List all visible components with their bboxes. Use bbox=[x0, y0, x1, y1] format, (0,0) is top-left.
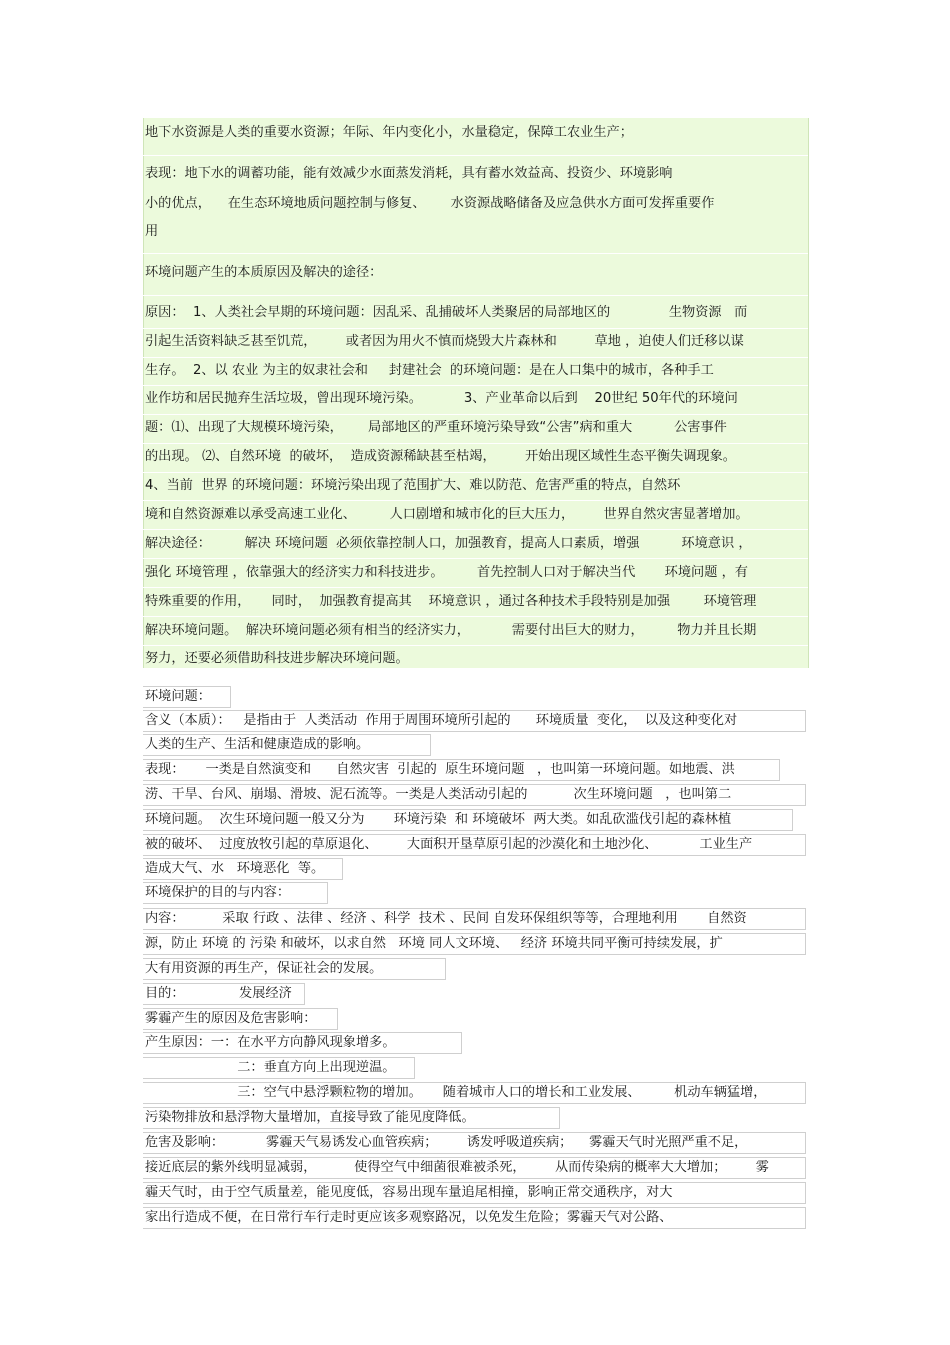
section-heading: 环境保护的目的与内容： bbox=[143, 882, 328, 904]
text-line: 引起生活资料缺乏甚至饥荒， 或者因为用火不慎而烧毁大片森林和 草地 ，迫使人们迁移以谋 bbox=[145, 334, 744, 349]
line-separator bbox=[143, 357, 808, 358]
text-line: 小的优点， 在生态环境地质问题控制与修复、 水资源战略储备及应急供水方面可发挥重要作 bbox=[145, 196, 715, 211]
text-line: 产生原因：一：在水平方向静风现象增多。 bbox=[143, 1032, 462, 1054]
text-line: 含义（本质）： 是指由于 人类活动 作用于周围环境所引起的 环境质量 变化， 以及这种变化对 bbox=[143, 710, 806, 732]
line-separator bbox=[143, 155, 808, 156]
text-line: 目的： 发展经济 bbox=[143, 983, 305, 1005]
text-line: 境和自然资源难以承受高速工业化、 人口剧增和城市化的巨大压力， 世界自然灾害显著增加。 bbox=[145, 507, 749, 522]
line-separator bbox=[143, 472, 808, 473]
line-separator bbox=[143, 253, 808, 254]
text-line: 4、当前 世界 的环境问题：环境污染出现了范围扩大、难以防范、危害严重的特点，自然环 bbox=[145, 478, 681, 493]
text-line: 解决途径： 解决 环境问题 必须依靠控制人口，加强教育，提高人口素质，增强 环境意识 ， bbox=[145, 536, 752, 551]
text-line: 用 bbox=[145, 224, 159, 239]
text-line: 表现： 一类是自然演变和 自然灾害 引起的 原生环境问题 ，也叫第一环境问题。如地震、洪 bbox=[143, 759, 780, 781]
text-line: 造成大气、水 环境恶化 等。 bbox=[143, 858, 343, 880]
text-line: 努力，还要必须借助科技进步解决环境问题。 bbox=[145, 651, 409, 666]
text-line: 生存。 2、以 农业 为主的奴隶社会和 封建社会 的环境问题：是在人口集中的城市，各种手工 bbox=[145, 363, 714, 378]
text-line: 被的破坏、 过度放牧引起的草原退化、 大面积开垦草原引起的沙漠化和土地沙化、 工业生产 bbox=[143, 834, 806, 856]
line-separator bbox=[143, 328, 808, 329]
text-line: 霾天气时，由于空气质量差，能见度低，容易出现车量追尾相撞，影响正常交通秩序，对大 bbox=[143, 1182, 806, 1204]
text-line: 业作坊和居民抛弃生活垃圾，曾出现环境污染。 3、产业革命以后到 20世纪 50年代的环境问 bbox=[145, 391, 738, 406]
text-line: 强化 环境管理 ，依靠强大的经济实力和科技进步。 首先控制人口对于解决当代 环境问题 ，有 bbox=[145, 565, 748, 580]
text-line: 表现：地下水的调蓄功能，能有效减少水面蒸发消耗，具有蓄水效益高、投资少、环境影响 bbox=[145, 166, 673, 181]
line-separator bbox=[143, 385, 808, 386]
text-line: 环境问题。 次生环境问题一般又分为 环境污染 和 环境破坏 两大类。如乱砍滥伐引起的森林植 bbox=[143, 809, 793, 831]
section-heading: 环境问题： bbox=[143, 686, 231, 708]
text-line: 地下水资源是人类的重要水资源；年际、年内变化小，水量稳定，保障工农业生产； bbox=[145, 125, 633, 140]
line-separator bbox=[143, 645, 808, 646]
text-line: 家出行造成不便，在日常行车行走时更应该多观察路况，以免发生危险；雾霾天气对公路、 bbox=[143, 1207, 806, 1229]
text-line: 源，防止 环境 的 污染 和破坏，以求自然 环境 同人文环境、 经济 环境共同平衡可持续发展，扩 bbox=[143, 933, 806, 955]
section-heading: 雾霾产生的原因及危害影响： bbox=[143, 1008, 338, 1030]
text-line: 污染物排放和悬浮物大量增加，直接导致了能见度降低。 bbox=[143, 1107, 560, 1129]
text-line: 解决环境问题。 解决环境问题必须有相当的经济实力， 需要付出巨大的财力， 物力并且长期 bbox=[145, 623, 757, 638]
text-line: 题：⑴、出现了大规模环境污染， 局部地区的严重环境污染导致“公害”病和重大 公害事件 bbox=[145, 420, 727, 435]
text-line: 危害及影响： 雾霾天气易诱发心血管疾病； 诱发呼吸道疾病； 雾霾天气时光照严重不足， bbox=[143, 1132, 806, 1154]
text-line: 的出现。 ⑵、自然环境 的破坏， 造成资源稀缺甚至枯竭， 开始出现区域性生态平衡失调现象。 bbox=[145, 449, 736, 464]
text-line: 大有用资源的再生产，保证社会的发展。 bbox=[143, 958, 446, 980]
text-line: 原因： 1、人类社会早期的环境问题：因乱采、乱捕破坏人类聚居的局部地区的 生物资源 而 bbox=[145, 305, 748, 320]
line-separator bbox=[143, 529, 808, 530]
line-separator bbox=[143, 500, 808, 501]
text-line: 接近底层的紫外线明显减弱， 使得空气中细菌很难被杀死， 从而传染病的概率大大增加； 雾 bbox=[143, 1157, 806, 1179]
text-line: 内容： 采取 行政 、法律 、经济 、科学 技术 、民间 自发环保组织等等，合理地利用 自然资 bbox=[143, 908, 806, 930]
line-separator bbox=[143, 414, 808, 415]
line-separator bbox=[143, 616, 808, 617]
text-line: 环境问题产生的本质原因及解决的途径： bbox=[145, 265, 383, 280]
line-separator bbox=[143, 558, 808, 559]
text-line: 二：垂直方向上出现逆温。 bbox=[143, 1057, 415, 1079]
text-line: 涝、干旱、台风、崩塌、滑坡、泥石流等。一类是人类活动引起的 次生环境问题 ，也叫第二 bbox=[143, 784, 806, 806]
text-line: 三：空气中悬浮颗粒物的增加。 随着城市人口的增长和工业发展、 机动车辆猛增， bbox=[143, 1082, 806, 1104]
line-separator bbox=[143, 295, 808, 296]
line-separator bbox=[143, 587, 808, 588]
line-separator bbox=[143, 443, 808, 444]
text-line: 人类的生产、生活和健康造成的影响。 bbox=[143, 734, 431, 756]
text-line: 特殊重要的作用， 同时， 加强教育提高其 环境意识 ，通过各种技术手段特别是加强 环境管理 bbox=[145, 594, 757, 609]
